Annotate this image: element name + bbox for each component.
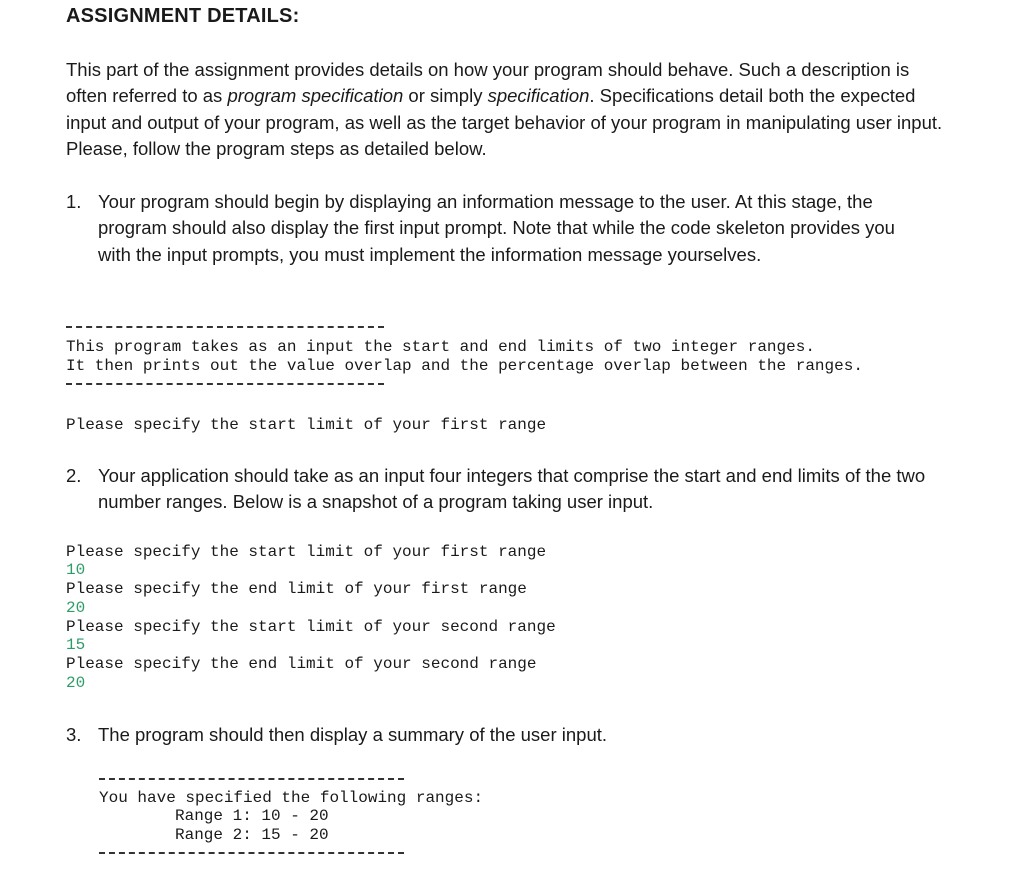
console1-bottom-divider [66,383,384,385]
step-1-text: Your program should begin by displaying an information message to the user. At this stage, the program should also display the first input prompt. Note that while the code skeleton provides you with the input prompts, you must implement the information message yourselves. [98,191,895,265]
step-3 [66,722,926,748]
step-1-number: 1. [66,191,82,212]
console2-prompt-1: Please specify the start limit of your first range [66,543,547,561]
console3-bottom-divider [99,852,404,854]
step-3-text: The program should then display a summary of the user input. [98,724,608,745]
console2-prompt-3: Please specify the start limit of your second range [66,618,556,636]
step-2-text: Your application should take as an input four integers that comprise the start and end limits of the two number ranges. Below is a snapshot of a program taking user input. [98,465,926,513]
console2-input-1: 10 [66,561,86,579]
console3-top-divider [99,778,404,780]
console2-prompt-2: Please specify the end limit of your first range [66,580,527,598]
intro-emphasis-1: program specification [227,85,404,107]
intro-text-1: This part of the assignment provides details on how your program should behave. Such a description is often referred to as [66,59,910,107]
step-2-number: 2. [66,465,82,486]
intro-text-2: or simply [403,85,488,107]
intro-emphasis-2: specification [487,85,590,107]
step-2 [66,463,926,516]
console1-prompt: Please specify the start limit of your first range [66,416,547,434]
console2-input-3: 15 [66,636,86,654]
step-1 [66,189,926,268]
console2-input-2: 20 [66,599,86,617]
console2-input-4: 20 [66,674,86,692]
console1-top-divider [66,326,384,328]
intro-paragraph [66,57,946,162]
console1-info-line-1: This program takes as an input the start and end limits of two integer ranges. [66,338,815,356]
console1-info-line-2: It then prints out the value overlap and the percentage overlap between the ranges. [66,357,863,375]
console3-range-1: Range 1: 10 - 20 [175,807,329,825]
step-3-number: 3. [66,724,82,745]
page-heading: ASSIGNMENT DETAILS: [66,5,300,27]
console3-header: You have specified the following ranges: [99,789,484,807]
console3-range-2: Range 2: 15 - 20 [175,826,329,844]
console2-prompt-4: Please specify the end limit of your second range [66,655,537,673]
intro-text-3: . Specifications detail both the expected input and output of your program, as well as the target behavior of your program in manipulating user input. Please, follow the program steps as detailed below. [66,85,943,159]
